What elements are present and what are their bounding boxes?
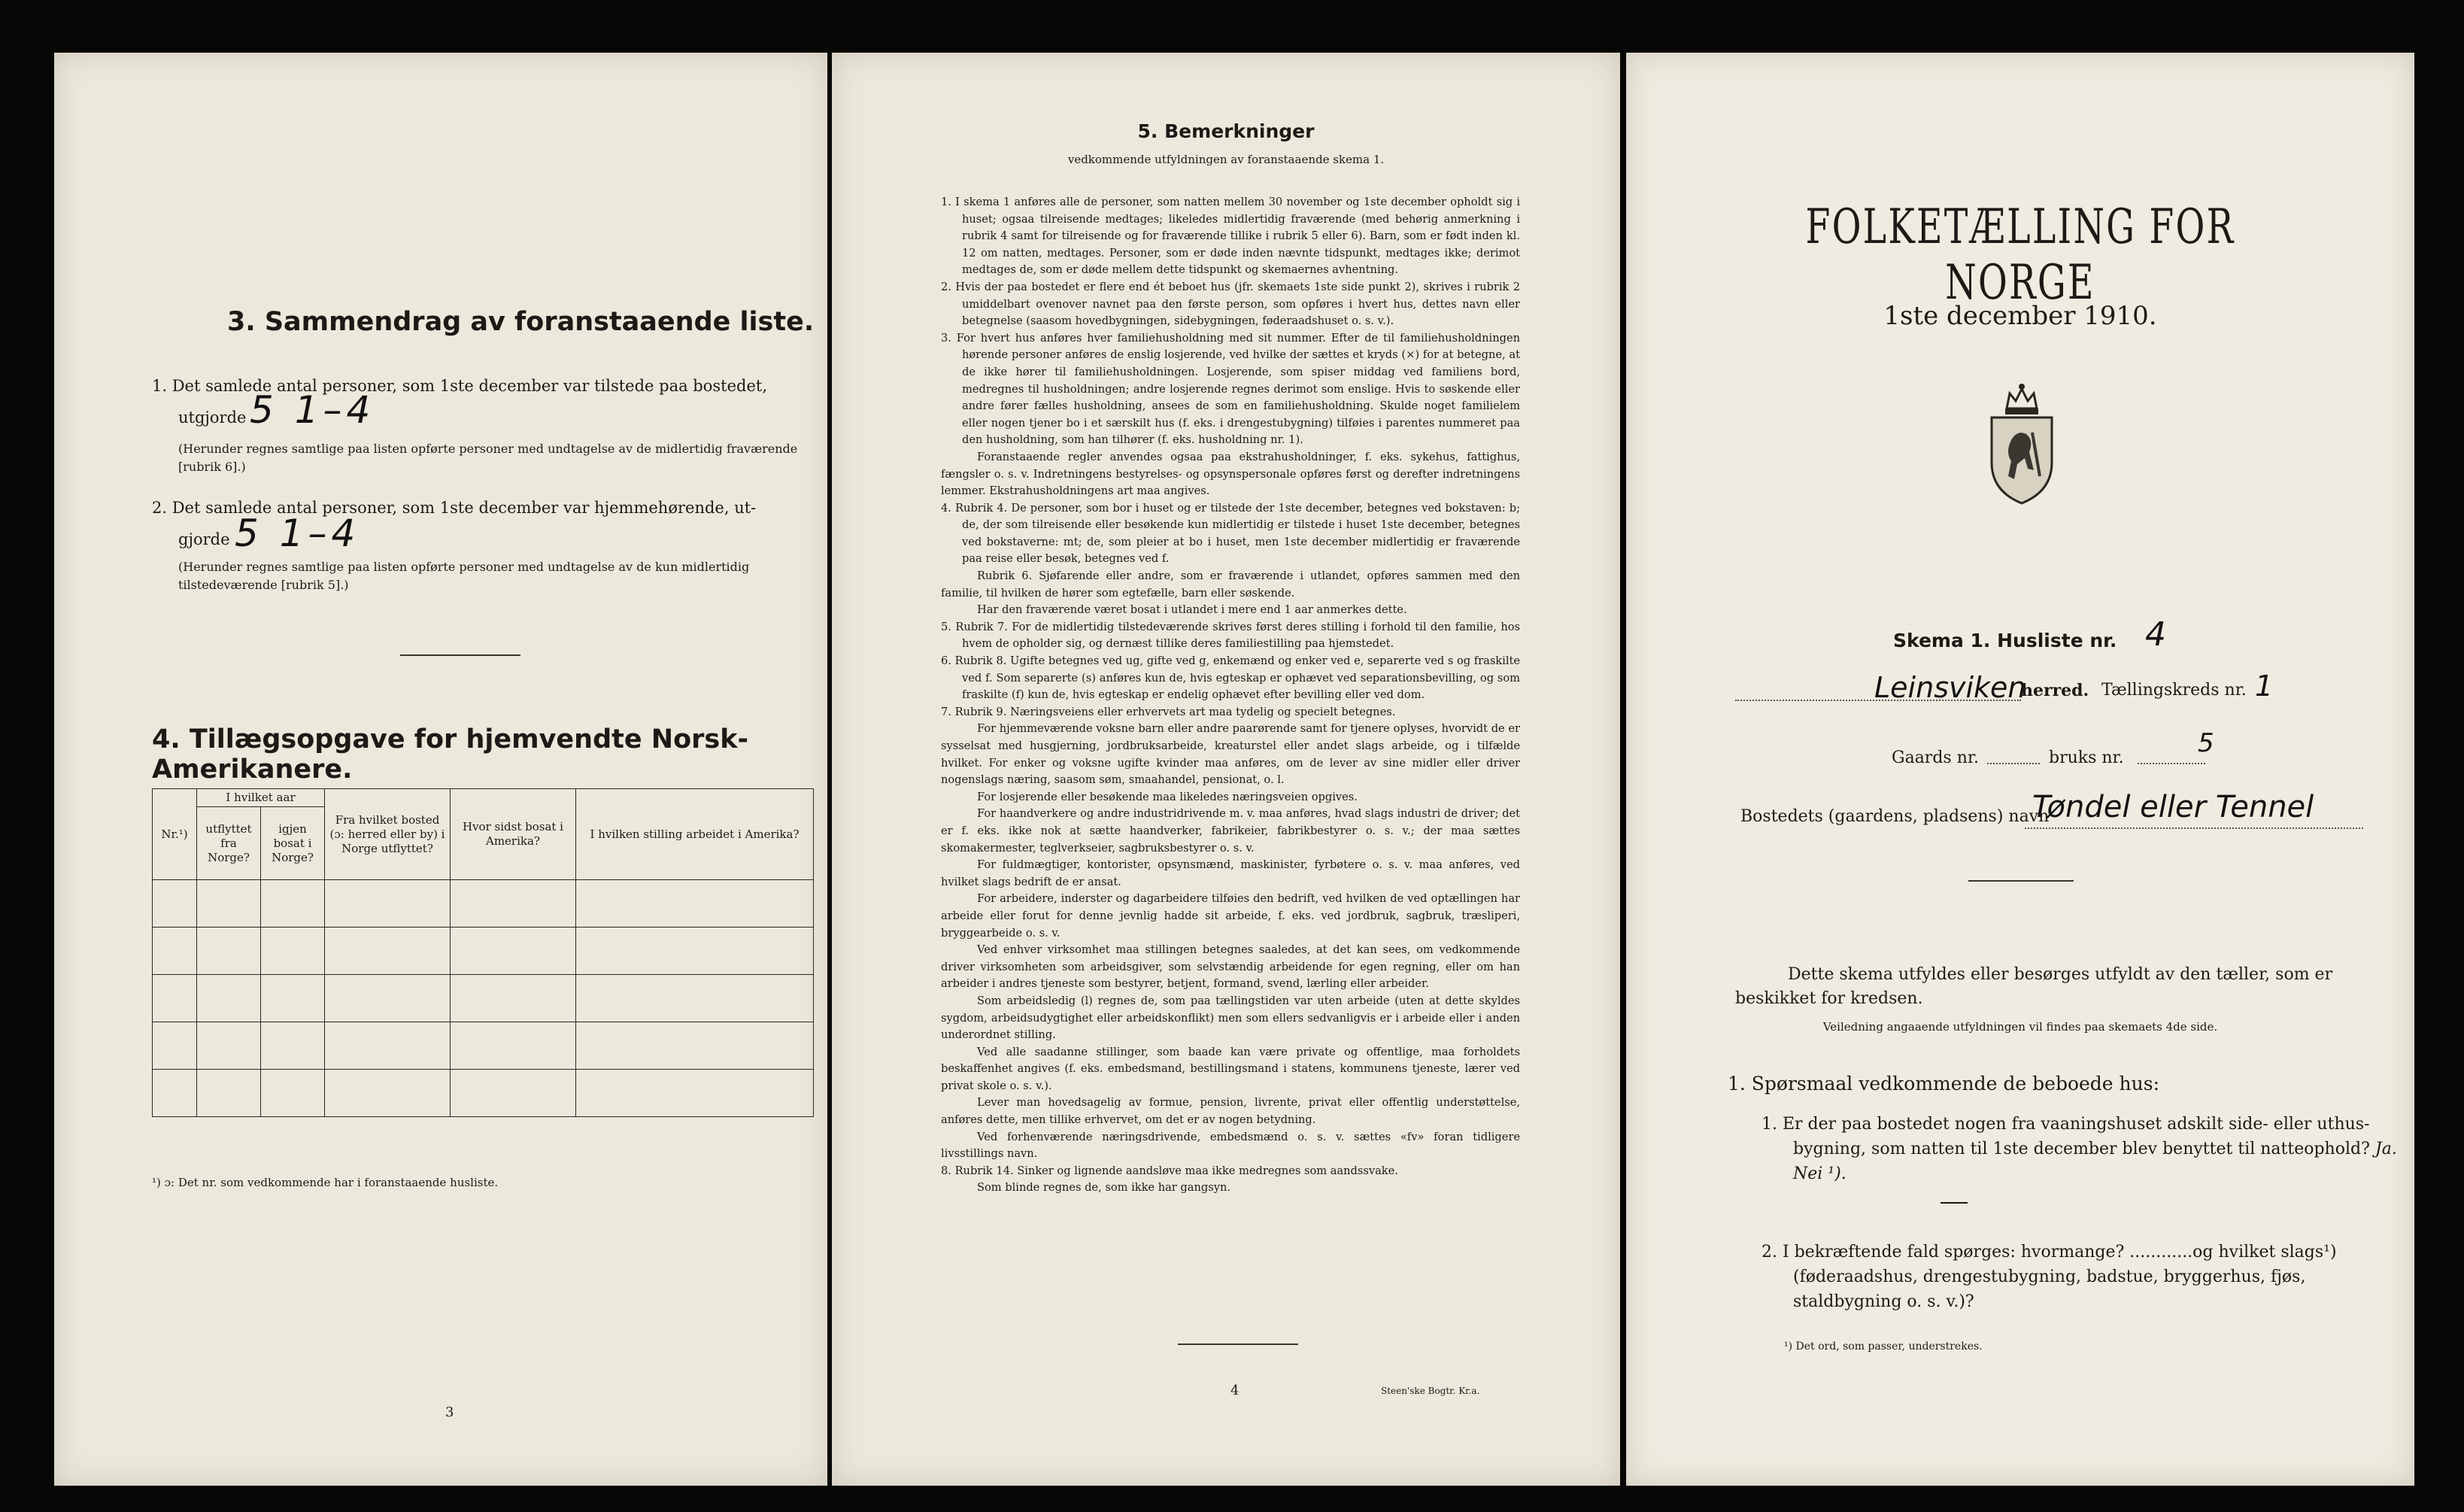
husliste-nr-handwritten: 4 [2145, 615, 2166, 654]
table-row [153, 928, 814, 975]
bosted-label: Bostedets (gaardens, pladsens) navn [1740, 807, 2050, 826]
question-2: 2. I bekræftende fald spørges: hvormange? ............og hvilket slags¹) (føderaadshus, drengestubygning, badstue, bryggerhus, fjøs, staldbygning o. s. v.)? [1762, 1243, 2337, 1311]
section4-title: 4. Tillægsopgave for hjemvendte Norsk-Amerikanere. [152, 724, 749, 785]
item2-handwritten-value: 5 1–4 [235, 512, 360, 555]
bosted-line [2025, 827, 2363, 829]
note-item: For losjerende eller besøkende maa likeledes næringsveien opgives. [977, 790, 1358, 803]
taellingskreds-nr: 1 [2255, 669, 2274, 703]
note-item: Rubrik 6. Sjøfarende eller andre, som er fraværende i utlandet, opføres sammen med den familie, til hvilken de hører som egtefælle, barn eller søskende. [941, 569, 1520, 600]
note-item: Som arbeidsledig (l) regnes de, som paa tællingstiden var uten arbeide (uten at dette skyldes sygdom, arbeidsudygtighet eller arbeidskonflikt) men som ellers sedvanligvis er i arbeide eller i anden underordnet stilling. [941, 994, 1520, 1042]
item2-note: (Herunder regnes samtlige paa listen opførte personer med undtagelse av de kun midlertidig tilstedeværende [rubrik 5].) [178, 560, 750, 592]
col-group-aar: I hvilket aar [197, 789, 325, 807]
divider [1968, 880, 2074, 882]
note-item: 7. Rubrik 9. Næringsveiens eller erhvervets art maa tydelig og specielt betegnes. [941, 705, 1396, 718]
note-item: Har den fraværende været bosat i utlandet i mere end 1 aar anmerkes dette. [977, 603, 1407, 617]
bruks-line [2138, 763, 2205, 764]
divider [1178, 1343, 1298, 1345]
table-row [153, 880, 814, 928]
question-section-title: 1. Spørsmaal vedkommende de beboede hus: [1728, 1073, 2159, 1095]
note-item: Ved forhenværende næringsdrivende, embedsmænd o. s. v. sættes «fv» foran tidligere livsstillings navn. [941, 1130, 1520, 1161]
remarks-list [941, 194, 1520, 1197]
gaards-label: Gaards nr. [1892, 748, 1979, 767]
section3-title: 3. Sammendrag av foranstaaende liste. [227, 307, 815, 337]
col-igjen: igjen bosat i Norge? [261, 807, 325, 880]
norsk-amerikanere-table [152, 788, 814, 1117]
item2-label: gjorde [178, 530, 230, 548]
answer-underline [1941, 1202, 1968, 1204]
note-item: 8. Rubrik 14. Sinker og lignende aandsløve maa ikke medregnes som aandssvake. [941, 1164, 1398, 1177]
item1-label: utgjorde [178, 408, 247, 427]
footnote: ¹) Det ord, som passer, understrekes. [1784, 1340, 1983, 1353]
col-utflyttet: utflyttet fra Norge? [197, 807, 261, 880]
census-title: FOLKETÆLLING FOR NORGE [1805, 199, 2235, 311]
note-item: For haandverkere og andre industridrivende m. v. maa anføres, hvad slags industri de driver; det er f. eks. ikke nok at sætte haandverker, fabrikeier, fabrikbestyrer o. s. v.; der maa sættes skomakermester, teglverkseier, sagbruksbestyrer o. s. v. [941, 807, 1520, 855]
page-middle [832, 53, 1620, 1486]
page-number-left: 3 [445, 1404, 454, 1420]
coat-of-arms-icon [1984, 380, 2059, 506]
note-item: For arbeidere, inderster og dagarbeidere tilføies den bedrift, ved hvilken de ved optællingen har arbeide eller forut for denne jevnlig hadde sit arbeide, f. eks. ved jordbruk, sagbruk, træsliperi, bryggearbeide o. s. v. [941, 892, 1520, 940]
instruction-text: Dette skema utfyldes eller besørges utfyldt av den tæller, som er beskikket for kredsen. [1735, 965, 2333, 1008]
note-item: Ved alle saadanne stillinger, som baade kan være private og offentlige, maa forholdets beskaffenhet angives (f. eks. embedsmand, bestillingsmand i statens, kommunens tjeneste, lærer ved privat skole o. s. v.). [941, 1045, 1520, 1092]
gaards-line [1987, 763, 2040, 764]
table-row [153, 1022, 814, 1070]
remarks-title: 5. Bemerkninger [1137, 120, 1315, 142]
table-row [153, 1070, 814, 1117]
note-item: For hjemmeværende voksne barn eller andre paarørende samt for tjenere oplyses, hvorvidt de er sysselsat med husgjerning, jordbruksarbeide, kreaturstel eller andet slags arbeide, og i tilfælde hvilket. For enker og voksne ugifte kvinder maa anføres, om de lever av sine midler eller driver nogenslags næring, saasom søm, smaahandel, pensionat, o. l. [941, 722, 1520, 787]
note-item: 2. Hvis der paa bostedet er flere end ét beboet hus (jfr. skemaets 1ste side punkt 2), skrives i rubrik 2 umiddelbart ovenover navnet paa den første person, som opføres i hvert hus, dettes navn eller betegnelse (saasom hovedbygningen, sidebygningen, føderaadshuset o. s. v.). [941, 280, 1520, 328]
note-item: Som blinde regnes de, som ikke har gangsyn. [977, 1181, 1230, 1195]
herred-handwritten: Leinsviken [1874, 671, 2026, 704]
bosted-handwritten: Tøndel eller Tennel [2032, 790, 2314, 824]
bruks-nr-handwritten: 5 [2198, 728, 2214, 758]
question-1-text: 1. Er der paa bostedet nogen fra vaaningshuset adskilt side- eller uthus-bygning, som natten til 1ste december blev benyttet til natteophold? [1762, 1115, 2370, 1158]
divider [400, 654, 520, 656]
question-1-answer: Ja. Nei ¹). [1793, 1140, 2397, 1183]
note-item: 1. I skema 1 anføres alle de personer, som natten mellem 30 november og 1ste december opholdt sig i huset; ogsaa tilreisende medtages; likeledes midlertidig fraværende (med behørig anmerkning i rubrik 4 samt for tilreisende og for fraværende tillike i rubrik 5 eller 6). Barn, som er født inden kl. 12 om natten, medtages. Personer, som er døde inden nævnte tidspunkt, medtages ikke; derimot medtages de, som er døde mellem dette tidspunkt og skemaernes avhentning. [941, 196, 1520, 277]
note-item: 5. Rubrik 7. For de midlertidig tilstedeværende skrives først deres stilling i forhold til den familie, hos hvem de opholder sig, og dernæst tillike deres familiestilling paa hjemstedet. [941, 620, 1520, 651]
item1-line1: 1. Det samlede antal personer, som 1ste december var tilstede paa bostedet, [152, 377, 768, 395]
col-fra-bosted: Fra hvilket bosted (ɔ: herred eller by) i Norge utflyttet? [325, 789, 451, 880]
taellingskreds-label: Tællingskreds nr. [2101, 681, 2247, 700]
skema-label: Skema 1. Husliste nr. [1893, 630, 2117, 651]
col-nr: Nr.¹) [153, 789, 197, 880]
bruks-label: bruks nr. [2049, 748, 2124, 767]
note-item: For fuldmægtiger, kontorister, opsynsmænd, maskinister, fyrbøtere o. s. v. maa anføres, ved hvilket slags bedrift de er ansat. [941, 858, 1520, 888]
page-left [54, 53, 827, 1486]
note-item: Foranstaaende regler anvendes ogsaa paa ekstrahusholdninger, f. eks. sykehus, fattighus, fængsler o. s. v. Indretningens bestyrelses- og opsynspersonale opføres først og derefter indretningens lemmer. Ekstrahusholdningens art maa angives. [941, 450, 1520, 498]
col-stilling: I hvilken stilling arbeidet i Amerika? [576, 789, 814, 880]
note-item: Ved enhver virksomhet maa stillingen betegnes saaledes, at det kan sees, om vedkommende driver virksomheten som arbeidsgiver, som selvstændig arbeidende for egen regning, eller om han arbeider i andres tjeneste som bestyrer, betjent, formand, svend, lærling eller arbeider. [941, 943, 1520, 991]
item2-line1: 2. Det samlede antal personer, som 1ste december var hjemmehørende, ut- [152, 499, 757, 517]
question-1 [1762, 1112, 2399, 1186]
note-item: 4. Rubrik 4. De personer, som bor i huset og er tilstede der 1ste december, betegnes ved bokstaven: b; de, der som tilreisende eller besøkende kun midlertidig er tilstede i huset 1ste december, betegnes ved bokstaverne: mt; de, som pleier at bo i huset, men 1ste december midlertidig er fraværende paa reise eller besøk, betegnes ved f. [941, 501, 1520, 566]
note-item: 6. Rubrik 8. Ugifte betegnes ved ug, gifte ved g, enkemænd og enker ved e, separerte ved s og fraskilte ved f. Som separerte (s) anføres kun de, hvis egteskap er ophævet ved separationsbevilling, og som fraskilte (f) kun de, hvis egteskap er endelig ophævet efter bevilling eller ved dom. [941, 654, 1520, 702]
note-item: 3. For hvert hus anføres hver familiehusholdning med sit nummer. Efter de til familiehusholdningen hørende personer anføres de enslig losjerende, ved hvilke der sættes et kryds (×) for at betegne, at de ikke hører til familiehusholdningen. Losjerende, som spiser middag ved familiens bord, medregnes til husholdningen; andre losjerende regnes derimot som enslige. Hvis to søskende eller andre fører fælles husholdning, ansees de som en familiehusholdning. Skulde noget familielem eller nogen tjener bo i et særskilt hus (f. eks. i drengestubygning) tilføies i parentes nummeret paa den husholdning, som han tilhører (f. eks. husholdning nr. 1). [941, 331, 1520, 447]
item1-handwritten-value: 5 1–4 [250, 388, 375, 432]
item1-note: (Herunder regnes samtlige paa listen opførte personer med undtagelse av de midlertidig fraværende [rubrik 6].) [178, 442, 798, 474]
printer-mark: Steen'ske Bogtr. Kr.a. [1381, 1386, 1480, 1396]
table-row [153, 975, 814, 1022]
page-number-middle: 4 [1230, 1383, 1240, 1398]
table-footnote: ¹) ɔ: Det nr. som vedkommende har i foranstaaende husliste. [152, 1176, 499, 1189]
remarks-subtitle: vedkommende utfyldningen av foranstaaende skema 1. [1067, 153, 1385, 166]
note-item: Lever man hovedsagelig av formue, pension, livrente, privat eller offentlig understøttelse, anføres dette, men tillike erhvervet, om det er av nogen betydning. [941, 1096, 1520, 1127]
col-hvor-bosat: Hvor sidst bosat i Amerika? [451, 789, 576, 880]
guidance-text: Veiledning angaaende utfyldningen vil findes paa skemaets 4de side. [1822, 1020, 2218, 1034]
herred-label: herred. [2021, 681, 2089, 700]
page-right [1626, 53, 2414, 1486]
census-date: 1ste december 1910. [1883, 301, 2157, 331]
